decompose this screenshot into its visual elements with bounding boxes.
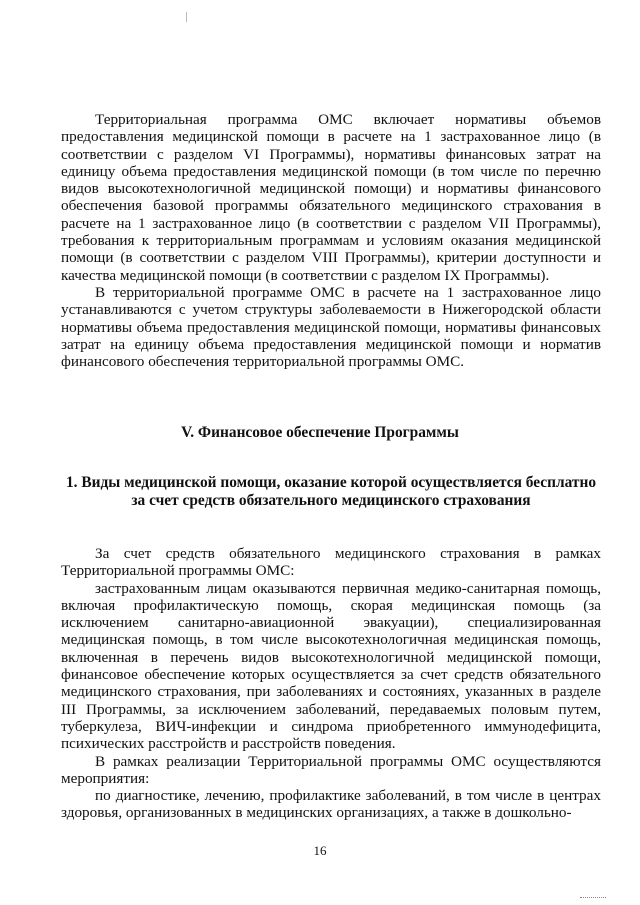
- scan-artifact: [580, 897, 606, 900]
- main-text-block: [61, 545, 601, 822]
- paragraph-program-norms: Территориальная программа ОМС включает нормативы объемов предоставления медицинской помощи в расчете на 1 застрахованное лицо (в соответствии с разделом VI Программы), нормативы финансовых затрат на единицу объема предоставления медицинской помощи (в том числе по перечню видов высокотехнологичной медицинской помощи) и нормативы финансового обеспечения базовой программы обязательного медицинского страхования в расчете на 1 застрахованное лицо (в соответствии с разделом VII Программы), требования к территориальным программам и условиям оказания медицинской помощи (в соответствии с разделом VIII Программы), критерии доступности и качества медицинской помощи (в соответствии с разделом IX Программы).: [61, 111, 601, 284]
- scan-mark: [186, 12, 187, 22]
- paragraph-activities-intro: В рамках реализации Территориальной программы ОМС осуществляются мероприятия:: [61, 752, 601, 787]
- intro-text-block: [61, 111, 601, 370]
- section-title: V. Финансовое обеспечение Программы: [181, 424, 459, 441]
- paragraph-diagnostics: по диагностике, лечению, профилактике заболеваний, в том числе в центрах здоровья, организованных в медицинских организациях, а также в дошкольно-: [61, 787, 601, 822]
- page-number: 16: [313, 843, 327, 858]
- paragraph-insured-care: застрахованным лицам оказываются первичная медико-санитарная помощь, включая профилактическую помощь, скорая медицинская помощь (за исключением санитарно-авиационной эвакуации), специализированная медицинская помощь, в том числе высокотехнологичная медицинская помощь, включенная в перечень видов высокотехнологичной медицинской помощи, финансовое обеспечение которых осуществляется за счет средств обязательного медицинского страхования, при заболеваниях и состояниях, указанных в разделе III Программы, за исключением заболеваний, передаваемых половым путем, туберкулеза, ВИЧ-инфекции и синдрома приобретенного иммунодефицита, психических расстройств и расстройств поведения.: [61, 579, 601, 753]
- paragraph-per-insured-norms: В территориальной программе ОМС в расчете на 1 застрахованное лицо устанавливаются с учетом структуры заболеваемости в Нижегородской области нормативы объема предоставления медицинской помощи, нормативы финансовых затрат на единицу объема предоставления медицинской помощи и норматив финансового обеспечения территориальной программы ОМС.: [61, 283, 601, 371]
- paragraph-funding-intro: За счет средств обязательного медицинского страхования в рамках Территориальной программы ОМС:: [61, 545, 601, 580]
- subsection-title: 1. Виды медицинской помощи, оказание которой осуществляется бесплатно за счет средств обязательного медицинского страхования: [65, 474, 597, 509]
